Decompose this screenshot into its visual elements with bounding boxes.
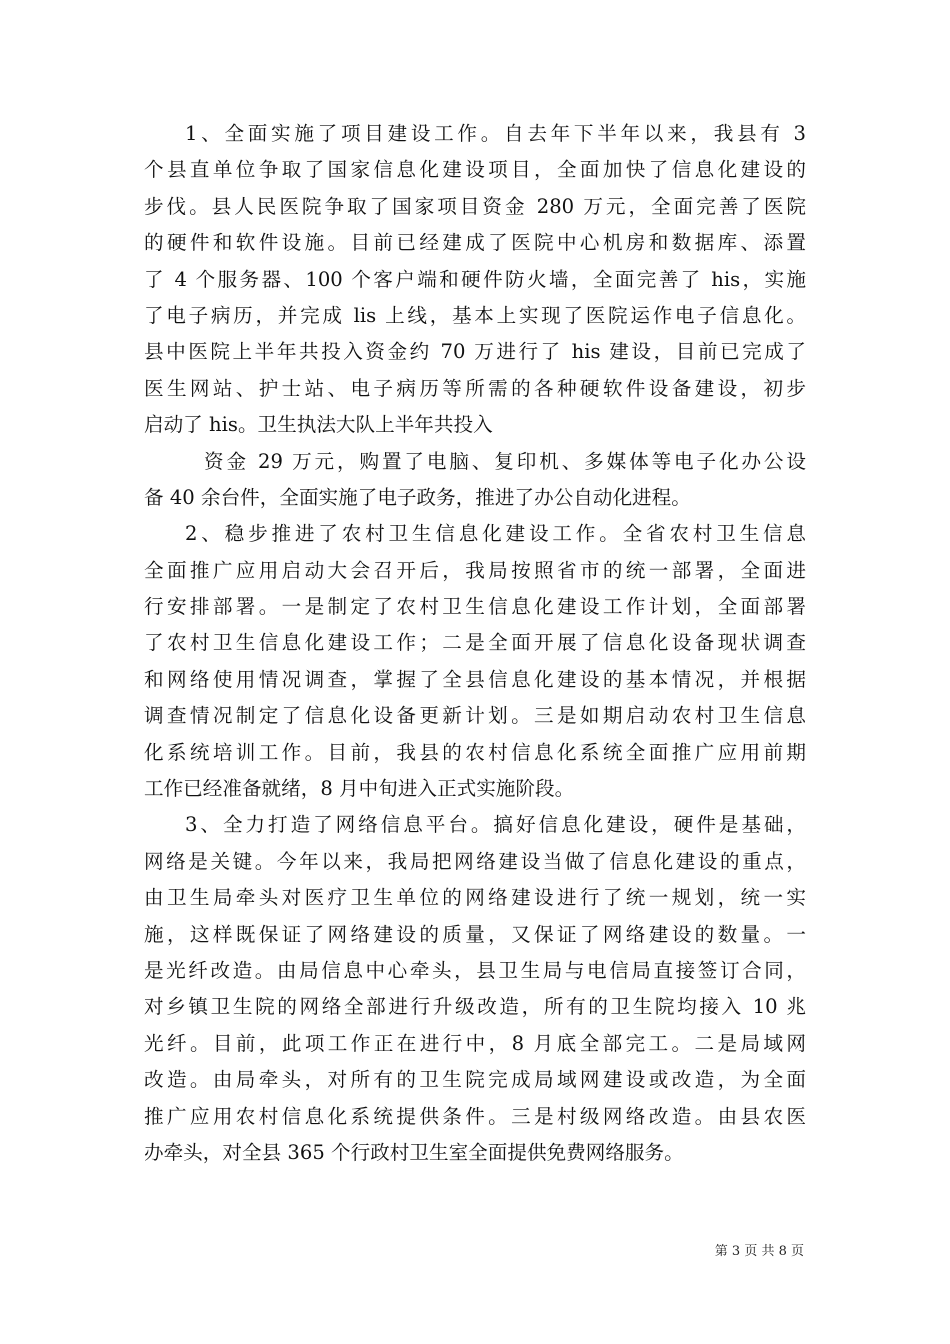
- paragraph-4-line-1: 3、全力打造了网络信息平台。搞好信息化建设，硬件是基础，: [185, 813, 806, 837]
- paragraph-4-line-7: 光纤。目前，此项工作正在进行中，8 月底全部完工。二是局域网: [144, 1031, 806, 1055]
- paragraph-1-line-9: 启动了 his。卫生执法大队上半年共投入: [144, 413, 493, 437]
- paragraph-3-line-5: 和网络使用情况调查，掌握了全县信息化建设的基本情况，并根据: [144, 667, 806, 691]
- document-body: [144, 116, 806, 1171]
- paragraph-3-line-7: 化系统培训工作。目前，我县的农村信息化系统全面推广应用前期: [144, 740, 806, 764]
- paragraph-4-line-5: 是光纤改造。由局信息中心牵头，县卫生局与电信局直接签订合同，: [144, 958, 806, 982]
- paragraph-1-line-7: 县中医院上半年共投入资金约 70 万进行了 his 建设，目前已完成了: [144, 340, 806, 364]
- paragraph-2-line-1: 资金 29 万元，购置了电脑、复印机、多媒体等电子化办公设: [204, 449, 806, 473]
- paragraph-4-line-4: 施，这样既保证了网络建设的质量，又保证了网络建设的数量。一: [144, 922, 806, 946]
- paragraph-3-line-3: 行安排部署。一是制定了农村卫生信息化建设工作计划，全面部署: [144, 595, 806, 619]
- paragraph-3-line-4: 了农村卫生信息化建设工作；二是全面开展了信息化设备现状调查: [144, 631, 806, 655]
- paragraph-1-line-5: 了 4 个服务器、100 个客户端和硬件防火墙，全面完善了 his，实施: [144, 267, 806, 291]
- paragraph-4-line-3: 由卫生局牵头对医疗卫生单位的网络建设进行了统一规划，统一实: [144, 886, 806, 910]
- paragraph-4-line-9: 推广应用农村信息化系统提供条件。三是村级网络改造。由县农医: [144, 1104, 806, 1128]
- paragraph-4-line-10: 办牵头，对全县 365 个行政村卫生室全面提供免费网络服务。: [144, 1140, 684, 1164]
- paragraph-1-line-4: 的硬件和软件设施。目前已经建成了医院中心机房和数据库、添置: [144, 231, 806, 255]
- paragraph-1-line-1: 1、全面实施了项目建设工作。自去年下半年以来，我县有 3: [185, 122, 806, 145]
- page-number-footer: 第 3 页 共 8 页: [714, 1244, 804, 1259]
- paragraph-1-line-6: 了电子病历，并完成 lis 上线，基本上实现了医院运作电子信息化。: [144, 303, 806, 327]
- paragraph-1-line-3: 步伐。县人民医院争取了国家项目资金 280 万元，全面完善了医院: [144, 194, 806, 218]
- paragraph-1-line-8: 医生网站、护士站、电子病历等所需的各种硬软件设备建设，初步: [144, 376, 806, 400]
- paragraph-3-line-6: 调查情况制定了信息化设备更新计划。三是如期启动农村卫生信息: [144, 704, 806, 728]
- paragraph-2-line-2: 备 40 余台件，全面实施了电子政务，推进了办公自动化进程。: [144, 485, 691, 509]
- paragraph-3-line-1: 2、稳步推进了农村卫生信息化建设工作。全省农村卫生信息: [185, 522, 806, 546]
- paragraph-3-line-2: 全面推广应用启动大会召开后，我局按照省市的统一部署，全面进: [144, 558, 806, 582]
- paragraph-4-line-8: 改造。由局牵头，对所有的卫生院完成局域网建设或改造，为全面: [144, 1068, 806, 1092]
- paragraph-3-line-8: 工作已经准备就绪，8 月中旬进入正式实施阶段。: [144, 777, 575, 801]
- paragraph-4-line-6: 对乡镇卫生院的网络全部进行升级改造，所有的卫生院均接入 10 兆: [144, 995, 806, 1019]
- paragraph-1-line-2: 个县直单位争取了国家信息化建设项目，全面加快了信息化建设的: [144, 158, 806, 182]
- paragraph-4-line-2: 网络是关键。今年以来，我局把网络建设当做了信息化建设的重点，: [144, 849, 806, 873]
